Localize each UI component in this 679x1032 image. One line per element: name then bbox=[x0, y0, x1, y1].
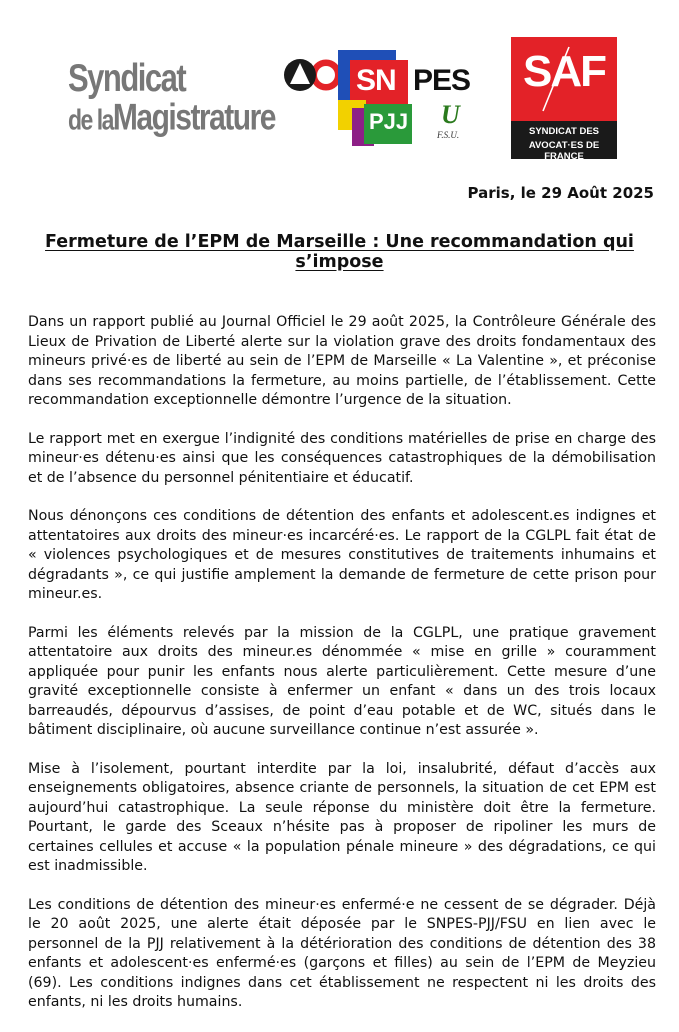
logo-sm-magistrature: Magistrature bbox=[112, 97, 275, 139]
logo-sm-line1: Syndicat bbox=[68, 56, 186, 100]
paragraph: Mise à l’isolement, pourtant interdite par la loi, insalubrité, défaut d’accès aux enseignements obligatoires, absence criante de personnels, la situation de cet EPM est aujourd’hui catastrophique. La seule réponse du ministère doit être la fermeture. Pourtant, le garde des Sceaux n’hésite pas à proposer de ripoliner les murs de certaines cellules et accuse « la population pénale mineure » des dégradations, ce qui est inadmissible. bbox=[28, 760, 656, 874]
snpes-pjj-text: PJJ bbox=[369, 109, 409, 134]
snpes-pjj-logo bbox=[338, 50, 480, 148]
snpes-pes-text: PES bbox=[413, 64, 471, 97]
sm-logo-mark bbox=[280, 58, 346, 92]
saf-acronym: SAF bbox=[523, 47, 605, 96]
paragraph: Nous dénonçons ces conditions de détention des enfants et adolescent.es indignes et attentatoires aux droits des mineur·es incarcéré·es. Le rapport de la CGLPL fait état de « violences psychologiques et de mesures constitutives de traitements inhumains et dégradants », ce qui justifie amplement la demande de fermeture de cette prison pour mineur.es. bbox=[28, 508, 656, 602]
document-date: Paris, le 29 Août 2025 bbox=[467, 184, 654, 202]
saf-band bbox=[511, 121, 617, 162]
paragraph: Parmi les éléments relevés par la mission de la CGLPL, une pratique gravement attentatoire aux droits des mineur.es dénommée « mise en grille » couramment appliquée pour punir les enfants nous alerte particulièrement. Cette mesure d’une gravité exceptionnelle consiste à enfermer un enfant « dans un des trois locaux barreaudés, dépourvus d’assises, de point d’eau potable et de WC, situés dans le bâtiment disciplinaire, où aucune surveillance continue n’est assurée ». bbox=[28, 624, 656, 738]
document-body bbox=[28, 313, 656, 1032]
paragraph: Dans un rapport publié au Journal Officiel le 29 août 2025, la Contrôleure Générale des Lieux de Privation de Liberté alerte sur la violation grave des droits fondamentaux des mineurs privé·es de liberté au sein de l’EPM de Marseille « La Valentine », et préconise dans ses recommandations la fermeture, au moins partielle, de l’établissement. Cette recommandation exceptionnelle démontre l’urgence de la situation. bbox=[28, 314, 656, 408]
saf-subtitle-line1: SYNDICAT DES bbox=[528, 126, 600, 137]
fsu-text: F.S.U. bbox=[437, 130, 460, 140]
snpes-sn-text: SN bbox=[356, 64, 396, 97]
paragraph: Le rapport met en exergue l’indignité des conditions matérielles de prise en charge des mineur·es détenu·es ainsi que les conséquences catastrophiques de la démobilisation et de l’absence du personnel pénitentiaire et éducatif. bbox=[28, 430, 656, 486]
fsu-u-mark: U bbox=[441, 100, 460, 129]
document-title: Fermeture de l’EPM de Marseille : Une recommandation qui s’impose bbox=[45, 232, 634, 272]
syndicat-magistrature-logo bbox=[68, 56, 320, 140]
logo-sm-de-la: de la bbox=[68, 103, 113, 136]
saf-subtitle-line2: AVOCAT·ES DE FRANCE bbox=[528, 140, 600, 162]
logo-sm-line2 bbox=[68, 97, 275, 140]
saf-logo bbox=[511, 37, 617, 162]
paragraph: Les conditions de détention des mineur·es enfermé·e ne cessent de se dégrader. Déjà le 20 août 2025, une alerte était déposée par le SNPES-PJJ/FSU en lien avec le personnel de la PJJ relativement à la détérioration des conditions de détention des 38 enfants et adolescent·es enfermé·es (garçons et filles) au sein de l’EPM de Meyzieu (69). Les conditions indignes dans cet établissement ne respectent ni les droits des enfants, ni les droits humains. bbox=[28, 896, 656, 1010]
